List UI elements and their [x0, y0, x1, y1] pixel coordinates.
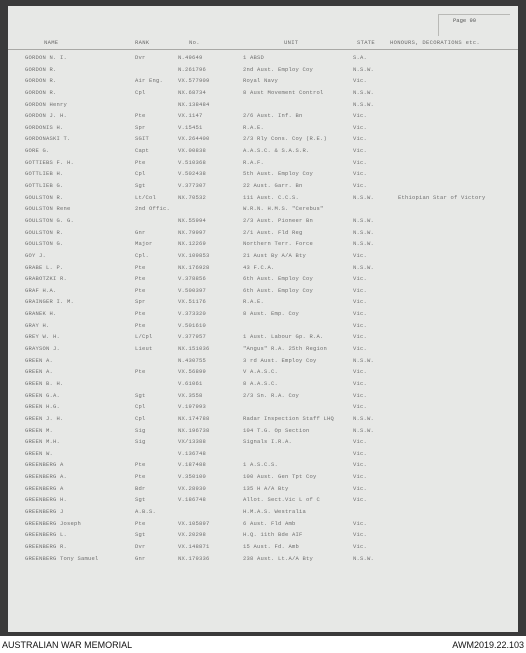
cell-rank: Pte — [135, 263, 146, 271]
cell-no: V.377307 — [178, 182, 207, 190]
cell-state: N.S.W. — [353, 240, 375, 248]
cell-state: Vic. — [353, 438, 368, 446]
cell-rank: Pte — [135, 368, 146, 376]
cell-name: GORDON R. — [25, 65, 57, 73]
cell-unit: 8 A.A.S.C. — [243, 379, 279, 387]
cell-state: Vic. — [353, 275, 368, 283]
cell-unit: R.A.E. — [243, 123, 265, 131]
cell-state: Vic. — [353, 77, 368, 85]
cell-state: Vic. — [353, 449, 368, 457]
cell-name: GREENBERG Tony Samuel — [25, 554, 99, 562]
cell-state: Vic. — [353, 333, 368, 341]
cell-no: V.501610 — [178, 321, 207, 329]
table-row — [8, 145, 518, 157]
cell-name: GOULSTON G. G. — [25, 216, 75, 224]
cell-name: GREEN M. — [25, 426, 54, 434]
cell-name: GOTTLIEB H. — [25, 170, 64, 178]
table-row — [8, 203, 518, 215]
cell-no: NX.174788 — [178, 414, 210, 422]
cell-rank: Sig — [135, 438, 146, 446]
cell-name: GREEN A. — [25, 356, 54, 364]
cell-state: Vic. — [353, 542, 368, 550]
cell-unit: 111 Aust. C.C.S. — [243, 193, 300, 201]
cell-name: GREENBERG J — [25, 507, 64, 515]
cell-name: GREY W. H. — [25, 333, 61, 341]
cell-rank: Pte — [135, 310, 146, 318]
cell-state: N.S.W. — [353, 100, 375, 108]
footer-accession-number: AWM2019.22.103 — [452, 640, 524, 650]
cell-no: NX.138484 — [178, 100, 210, 108]
cell-name: GORDON Henry — [25, 100, 68, 108]
cell-rank: Gnr — [135, 554, 146, 562]
cell-unit: 1 A.S.C.S. — [243, 461, 279, 469]
cell-no: N.49649 — [178, 54, 203, 61]
cell-rank: Capt — [135, 147, 150, 155]
cell-rank: Sgt — [135, 496, 146, 504]
cell-no: VX.28930 — [178, 484, 207, 492]
cell-state: Vic. — [353, 147, 368, 155]
cell-unit: 5th Aust. Employ Coy — [243, 170, 314, 178]
header-rank: RANK — [135, 39, 150, 46]
table-row — [8, 238, 518, 250]
cell-name: GREENBERG H. — [25, 496, 68, 504]
cell-unit: 2/3 Sn. R.A. Coy — [243, 391, 300, 399]
cell-name: GOULSTON R. — [25, 228, 64, 236]
cell-state: Vic. — [353, 182, 368, 190]
cell-no: VX.3558 — [178, 391, 203, 399]
table-row — [8, 308, 518, 320]
cell-state: Vic. — [353, 112, 368, 120]
cell-state: N.S.W. — [353, 216, 375, 224]
cell-name: GREENBERG Joseph — [25, 519, 82, 527]
cell-no: NX.79997 — [178, 228, 207, 236]
cell-state: Vic. — [353, 158, 368, 166]
header-name: NAME — [44, 39, 59, 46]
table-row — [8, 355, 518, 367]
cell-rank: Cpl — [135, 403, 146, 411]
cell-state: Vic. — [353, 170, 368, 178]
cell-rank: Lt/Col — [135, 193, 157, 201]
table-row — [8, 157, 518, 169]
cell-no: VX.148871 — [178, 542, 210, 550]
cell-no: VX.20298 — [178, 531, 207, 539]
table-row — [8, 494, 518, 506]
cell-state: Vic. — [353, 496, 368, 504]
cell-name: GREEN J. H. — [25, 414, 64, 422]
cell-unit: R.A.F. — [243, 158, 265, 166]
cell-rank: Pte — [135, 321, 146, 329]
cell-unit: 2nd Aust. Employ Coy — [243, 65, 314, 73]
cell-unit: "Angus" R.A. 25th Region — [243, 345, 328, 353]
cell-no: V.197993 — [178, 403, 207, 411]
table-row — [8, 541, 518, 553]
table-row — [8, 64, 518, 76]
cell-state: Vic. — [353, 484, 368, 492]
cell-name: GOTTIEBS F. H. — [25, 158, 75, 166]
cell-name: GREENBERG L. — [25, 531, 68, 539]
table-row — [8, 483, 518, 495]
cell-name: GORDON J. H. — [25, 112, 68, 120]
table-row — [8, 425, 518, 437]
cell-rank: 2nd Offic. — [135, 205, 171, 213]
table-row — [8, 343, 518, 355]
table-row — [8, 52, 518, 64]
cell-unit: 100 Aust. Gen Tpt Coy — [243, 473, 317, 481]
cell-unit: 6th Aust. Employ Coy — [243, 275, 314, 283]
cell-no: VX.109853 — [178, 251, 210, 259]
cell-no: VX.00838 — [178, 147, 207, 155]
cell-unit: 104 T.G. Op Section — [243, 426, 310, 434]
cell-unit: 43 F.C.A. — [243, 263, 275, 271]
cell-name: GOTTLIEB G. — [25, 182, 64, 190]
header-honours: HONOURS, DECORATIONS etc. — [390, 39, 481, 46]
table-row — [8, 296, 518, 308]
cell-no: VX.1147 — [178, 112, 203, 120]
cell-unit: 8 Aust. Emp. Coy — [243, 310, 300, 318]
cell-rank: Air Eng. — [135, 77, 164, 85]
table-row — [8, 250, 518, 262]
cell-name: GREEN G.A. — [25, 391, 61, 399]
cell-rank: Gnr — [135, 228, 146, 236]
footer-institution: AUSTRALIAN WAR MEMORIAL — [2, 640, 133, 650]
table-row — [8, 320, 518, 332]
cell-no: VX.105897 — [178, 519, 210, 527]
cell-no: N.430755 — [178, 356, 207, 364]
cell-unit: 1 ABSD — [243, 54, 265, 61]
cell-state: N.S.W. — [353, 88, 375, 96]
cell-rank: Sgt — [135, 182, 146, 190]
cell-unit: 21 Aust By A/A Bty — [243, 251, 307, 259]
cell-name: GORDON R. — [25, 77, 57, 85]
cell-rank: Lieut — [135, 345, 153, 353]
cell-state: Vic. — [353, 391, 368, 399]
header-number: No. — [189, 39, 200, 46]
table-row — [8, 168, 518, 180]
cell-name: GRAY H. — [25, 321, 50, 329]
table-row — [8, 401, 518, 413]
cell-no: V.502438 — [178, 170, 207, 178]
cell-no: VX.264400 — [178, 135, 210, 143]
cell-state: Vic. — [353, 251, 368, 259]
cell-state: N.S.W. — [353, 426, 375, 434]
cell-rank: Pte — [135, 473, 146, 481]
cell-no: N.261796 — [178, 65, 207, 73]
cell-unit: 2/1 Aust. Fld Reg — [243, 228, 303, 236]
cell-state: N.S.W. — [353, 263, 375, 271]
cell-rank: Pte — [135, 158, 146, 166]
cell-rank: Sgt — [135, 531, 146, 539]
cell-rank: Bdr — [135, 484, 146, 492]
cell-state: Vic. — [353, 519, 368, 527]
cell-unit: Allot. Sect.Vic L of C — [243, 496, 321, 504]
table-row — [8, 99, 518, 111]
cell-no: NX.151036 — [178, 345, 210, 353]
cell-name: GREEN A. — [25, 368, 54, 376]
table-row — [8, 75, 518, 87]
cell-no: NX.12269 — [178, 240, 207, 248]
cell-rank: Dvr — [135, 542, 146, 550]
cell-name: GOY J. — [25, 251, 47, 259]
cell-name: GREEN H.G. — [25, 403, 61, 411]
cell-no: V.136748 — [178, 449, 207, 457]
cell-rank: Sig — [135, 426, 146, 434]
cell-unit: Radar Inspection Staff LHQ — [243, 414, 335, 422]
cell-no: NX.70532 — [178, 193, 207, 201]
cell-unit: 15 Aust. Fd. Amb — [243, 542, 300, 550]
cell-no: NX.55994 — [178, 216, 207, 224]
cell-state: Vic. — [353, 461, 368, 469]
cell-state: S.A. — [353, 54, 368, 61]
cell-name: GREENBERG A — [25, 484, 64, 492]
cell-name: GREENBERG A. — [25, 473, 68, 481]
cell-unit: 2/3 Aust. Pioneer Bn — [243, 216, 314, 224]
table-row — [8, 122, 518, 134]
table-row — [8, 192, 518, 204]
cell-unit: 6 Aust. Fld Amb — [243, 519, 296, 527]
cell-state: Vic. — [353, 379, 368, 387]
cell-no: V.377957 — [178, 333, 207, 341]
cell-no: NX.179336 — [178, 554, 210, 562]
cell-name: GORDON N. I. — [25, 54, 68, 61]
cell-unit: 22 Aust. Garr. Bn — [243, 182, 303, 190]
cell-no: VX.51176 — [178, 298, 207, 306]
cell-name: GOULSTON G. — [25, 240, 64, 248]
header-unit: UNIT — [284, 39, 299, 46]
document-page — [8, 6, 518, 632]
cell-state: Vic. — [353, 473, 368, 481]
cell-unit: V A.A.S.C. — [243, 368, 279, 376]
cell-name: GREEN W. — [25, 449, 54, 457]
cell-name: GRANEK H. — [25, 310, 57, 318]
table-row — [8, 285, 518, 297]
cell-rank: Pte — [135, 112, 146, 120]
cell-no: VX/13388 — [178, 438, 207, 446]
cell-rank: Spr — [135, 123, 146, 131]
cell-rank: Cpl. — [135, 251, 150, 259]
cell-name: GREEN B. H. — [25, 379, 64, 387]
table-row — [8, 459, 518, 471]
cell-unit: W.R.N. H.M.S. "Cerebus" — [243, 205, 324, 213]
cell-no: V.187488 — [178, 461, 207, 469]
cell-unit: 2/6 Aust. Inf. Bn — [243, 112, 303, 120]
column-header-row — [8, 37, 518, 50]
cell-state: N.S.W. — [353, 65, 375, 73]
cell-name: GRAF H.A. — [25, 286, 57, 294]
cell-rank: Cpl — [135, 170, 146, 178]
table-row — [8, 215, 518, 227]
table-row — [8, 331, 518, 343]
table-row — [8, 110, 518, 122]
table-row — [8, 378, 518, 390]
cell-state: N.S.W. — [353, 193, 375, 201]
cell-no: VX.56899 — [178, 368, 207, 376]
cell-state: Vic. — [353, 135, 368, 143]
cell-rank: Cpl — [135, 88, 146, 96]
cell-state: Vic. — [353, 531, 368, 539]
cell-rank: Pte — [135, 286, 146, 294]
cell-state: Vic. — [353, 310, 368, 318]
cell-state: Vic. — [353, 403, 368, 411]
cell-state: N.S.W. — [353, 414, 375, 422]
cell-rank: Cpl — [135, 414, 146, 422]
cell-state: N.S.W. — [353, 356, 375, 364]
table-row — [8, 553, 518, 565]
cell-no: V.350100 — [178, 473, 207, 481]
cell-name: GRAYSON J. — [25, 345, 61, 353]
cell-unit: 238 Aust. Lt.A/A Bty — [243, 554, 314, 562]
table-row — [8, 436, 518, 448]
cell-unit: A.A.S.C. & S.A.S.R. — [243, 147, 310, 155]
table-row — [8, 180, 518, 192]
cell-rank: Spr — [135, 298, 146, 306]
cell-no: V.500397 — [178, 286, 207, 294]
cell-name: GREENBERG R. — [25, 542, 68, 550]
cell-name: GRAINGER I. M. — [25, 298, 75, 306]
cell-unit: Northern Terr. Force — [243, 240, 314, 248]
table-row — [8, 273, 518, 285]
cell-unit: 1 Aust. Labour Gp. R.A. — [243, 333, 324, 341]
cell-name: GORE G. — [25, 147, 50, 155]
cell-name: GREEN M.H. — [25, 438, 61, 446]
cell-state: Vic. — [353, 298, 368, 306]
cell-unit: H.M.A.S. Westralia — [243, 507, 307, 515]
table-row — [8, 448, 518, 460]
cell-state: N.S.W. — [353, 228, 375, 236]
cell-state: N.S.W. — [353, 554, 375, 562]
cell-unit: 135 H A/A Bty — [243, 484, 289, 492]
cell-no: NX.176928 — [178, 263, 210, 271]
cell-rank: SGIT — [135, 135, 150, 143]
cell-no: V.373320 — [178, 310, 207, 318]
table-row — [8, 529, 518, 541]
cell-rank: A.B.S. — [135, 507, 157, 515]
cell-no: V.510368 — [178, 158, 207, 166]
cell-rank: Major — [135, 240, 153, 248]
table-row — [8, 227, 518, 239]
table-row — [8, 390, 518, 402]
table-row — [8, 133, 518, 145]
table-row — [8, 471, 518, 483]
table-row — [8, 366, 518, 378]
cell-rank: Pte — [135, 461, 146, 469]
cell-unit: 3 rd Aust. Employ Coy — [243, 356, 317, 364]
cell-name: GOULSTON R. — [25, 193, 64, 201]
cell-unit: Signals I.R.A. — [243, 438, 293, 446]
nominal-roll-list — [8, 52, 518, 564]
table-row — [8, 87, 518, 99]
cell-unit: Royal Navy — [243, 77, 279, 85]
cell-name: GREENBERG A — [25, 461, 64, 469]
cell-rank: Sgt — [135, 391, 146, 399]
header-state: STATE — [357, 39, 376, 46]
table-row — [8, 506, 518, 518]
cell-no: VX.577909 — [178, 77, 210, 85]
cell-name: GORDONIS H. — [25, 123, 64, 131]
cell-unit: R.A.E. — [243, 298, 265, 306]
cell-name: GORDONASKI T. — [25, 135, 71, 143]
cell-rank: Dvr — [135, 54, 146, 61]
cell-unit: 8 Aust Movement Control — [243, 88, 324, 96]
table-row — [8, 413, 518, 425]
cell-no: NX.68734 — [178, 88, 207, 96]
cell-state: Vic. — [353, 123, 368, 131]
cell-rank: L/Cpl — [135, 333, 153, 341]
cell-state: Vic. — [353, 345, 368, 353]
cell-unit: 2/3 Rly Cons. Coy (R.E.) — [243, 135, 328, 143]
cell-no: V.186748 — [178, 496, 207, 504]
cell-no: V.61061 — [178, 379, 203, 387]
cell-rank: Pte — [135, 275, 146, 283]
cell-unit: H.Q. 11th Bde AIF — [243, 531, 303, 539]
table-row — [8, 518, 518, 530]
cell-no: NX.196738 — [178, 426, 210, 434]
page-number: Page 90 — [438, 14, 510, 36]
cell-name: GOULSTON Rene — [25, 205, 71, 213]
table-row — [8, 262, 518, 274]
cell-state: Vic. — [353, 286, 368, 294]
cell-rank: Pte — [135, 519, 146, 527]
cell-no: V.15451 — [178, 123, 203, 131]
cell-no: V.378856 — [178, 275, 207, 283]
cell-name: GRABE L. P. — [25, 263, 64, 271]
cell-name: GORDON R. — [25, 88, 57, 96]
cell-unit: 6th Aust. Employ Coy — [243, 286, 314, 294]
cell-state: Vic. — [353, 368, 368, 376]
cell-state: Vic. — [353, 321, 368, 329]
cell-name: GRABOTZKI R. — [25, 275, 68, 283]
cell-honours: Ethiopian Star of Victory — [398, 193, 486, 201]
